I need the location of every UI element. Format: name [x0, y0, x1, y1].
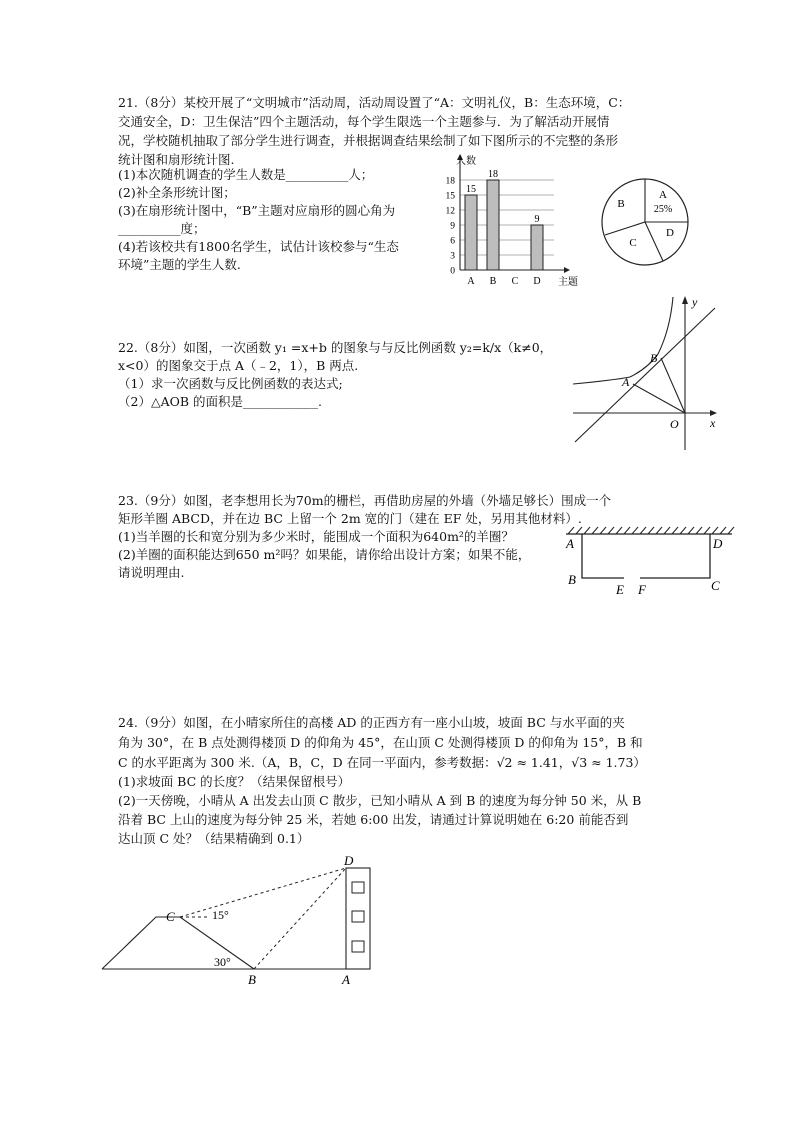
q21-bar-chart [430, 152, 580, 287]
pie-label-c: C [629, 237, 637, 249]
point-b-label: B [248, 972, 256, 987]
building [346, 868, 370, 969]
q24-sub-2: (2)一天傍晚，小晴从 A 出发去山顶 C 散步，已知小晴从 A 到 B 的速度为每分钟 50 米，从 B [118, 793, 642, 808]
segment-bo [661, 358, 685, 413]
point-a-label: A [342, 972, 350, 987]
q22-sub-2: （2）△AOB 的面积是____________. [118, 394, 322, 409]
linear-function-line [575, 308, 715, 442]
point-a-label: A [566, 536, 574, 551]
q21-line-3: 况，学校随机抽取了部分学生进行调查，并根据调查结果绘制了如下图所示的不完整的条形 [118, 133, 619, 148]
hill-outline [102, 917, 254, 969]
x-tick-label-c: C [511, 276, 519, 287]
segment-ao [633, 384, 685, 413]
sight-line-b-d [254, 868, 346, 969]
q21-sub-3b: __________度； [118, 221, 206, 236]
fence-fc-cd [640, 534, 710, 578]
y-axis-arrow [682, 296, 688, 304]
pie-label-d: D [666, 227, 674, 239]
q24-sub-1: (1)求坡面 BC 的长度？（结果保留根号） [118, 774, 351, 789]
bar-value-d: 9 [534, 214, 540, 225]
q23-sub-2: (2)羊圈的面积能达到650 m²吗？如果能，请你给出设计方案；如果不能， [118, 547, 531, 562]
fence-ab-be [582, 534, 624, 578]
pie-label-a: A [659, 189, 667, 201]
y-axis-label: y [692, 295, 698, 309]
x-tick-label-b: B [489, 276, 497, 287]
q22-line-1: 22.（8分）如图，一次函数 y₁ =x+b 的图象与与反比例函数 y₂=k/x（k≠0， [118, 340, 553, 355]
q21-sub-3: (3)在扇形统计图中，“B”主题对应扇形的圆心角为 [118, 203, 396, 218]
q22-figure [570, 292, 730, 452]
q21-sub-2: (2)补全条形统计图； [118, 185, 236, 200]
y-tick-label: 9 [450, 221, 455, 232]
building-window-2 [352, 911, 364, 922]
bar-b [487, 180, 499, 270]
q21-sub-4b: 环境”主题的学生人数. [118, 257, 241, 272]
point-c-label: C [166, 909, 175, 924]
q24-figure [98, 848, 388, 988]
q23-sub-2b: 请说明理由. [118, 565, 185, 580]
q24-sub-2c: 达山顶 C 处？（结果精确到 0.1） [118, 831, 310, 846]
bar-d [531, 225, 543, 270]
y-tick-label: 6 [450, 236, 455, 247]
pie-divider-3 [645, 222, 663, 261]
q21-line-2: 交通安全，D：卫生保洁”四个主题活动，每个学生限选一个主题参与．为了解活动开展情 [118, 114, 610, 129]
q24-line-2: 角为 30°，在 B 点处测得楼顶 D 的仰角为 45°，在山顶 C 处测得楼顶 D 的仰角为 15°，B 和 [118, 735, 643, 750]
point-a-label: A [622, 375, 630, 389]
x-tick-label-a: A [467, 276, 475, 287]
y-tick-label: 0 [450, 266, 455, 277]
point-d-label: D [344, 853, 354, 868]
x-axis-label: x [710, 416, 716, 430]
q24-sub-2b: 沿着 BC 上山的速度为每分钟 25 米，若她 6:00 出发，请通过计算说明她在 6:20 前能否到 [118, 812, 629, 827]
angle-15-label: 15° [212, 908, 229, 922]
q21-sub-4: (4)若该校共有1800名学生，试估计该校参与“生态 [118, 239, 399, 254]
wall-hatching [568, 527, 734, 534]
sight-line-c-d [180, 868, 346, 917]
q21-line-1: 21.（8分）某校开展了“文明城市”活动周，活动周设置了“A：文明礼仪，B：生态环境，C： [118, 95, 631, 110]
point-e-label: E [616, 582, 624, 597]
q22-line-2: x<0）的图象交于点 A（﹣2，1），B 两点. [118, 358, 359, 373]
y-tick-label: 15 [445, 191, 455, 202]
pie-divider-4 [605, 222, 645, 235]
q21-pie-chart [595, 172, 695, 272]
y-tick-label: 18 [445, 176, 455, 187]
origin-label: O [670, 417, 679, 431]
point-b-label: B [650, 351, 658, 365]
point-c-label: C [711, 578, 720, 593]
x-tick-label-d: D [533, 276, 541, 287]
point-b-label: B [568, 572, 576, 587]
q21-line-4: 统计图和扇形统计图. [118, 152, 235, 167]
y-tick-label: 3 [450, 251, 455, 262]
y-tick-label: 12 [445, 206, 455, 217]
q23-figure [560, 520, 740, 600]
bar-value-b: 18 [488, 169, 498, 180]
point-f-label: F [638, 582, 646, 597]
y-axis-label: 人数 [456, 156, 476, 167]
pie-label-a-percent: 25% [653, 204, 673, 215]
q23-sub-1: (1)当羊圈的长和宽分别为多少米时，能围成一个面积为640m²的羊圈？ [118, 529, 514, 544]
q23-line-2: 矩形羊圈 ABCD，并在边 BC 上留一个 2m 宽的门（建在 EF 处，另用其他材料）. [118, 511, 582, 526]
q23-line-1: 23.（9分）如图，老李想用长为70m的栅栏，再借助房屋的外墙（外墙足够长）围成一个 [118, 493, 612, 508]
point-d-label: D [713, 536, 723, 551]
building-window-1 [352, 882, 364, 893]
bar-a [465, 195, 477, 270]
q24-line-1: 24.（9分）如图，在小晴家所住的高楼 AD 的正西方有一座小山坡，坡面 BC 与水平面的夹 [118, 715, 625, 730]
bar-value-a: 15 [466, 184, 476, 195]
x-axis-label: 主题 [558, 277, 578, 287]
q21-sub-1: (1)本次随机调查的学生人数是__________人； [118, 167, 374, 182]
building-window-3 [352, 941, 364, 952]
angle-30-label: 30° [214, 955, 231, 969]
x-axis-arrow [564, 267, 570, 273]
q24-line-3: C 的水平距离为 300 米.（A，B，C，D 在同一平面内，参考数据：√2 ≈ 1.41，√3 ≈ 1.73） [118, 755, 646, 770]
q22-sub-1: （1）求一次函数与反比例函数的表达式; [118, 376, 343, 391]
hyperbola-curve [573, 297, 673, 384]
pie-label-b: B [617, 198, 625, 210]
